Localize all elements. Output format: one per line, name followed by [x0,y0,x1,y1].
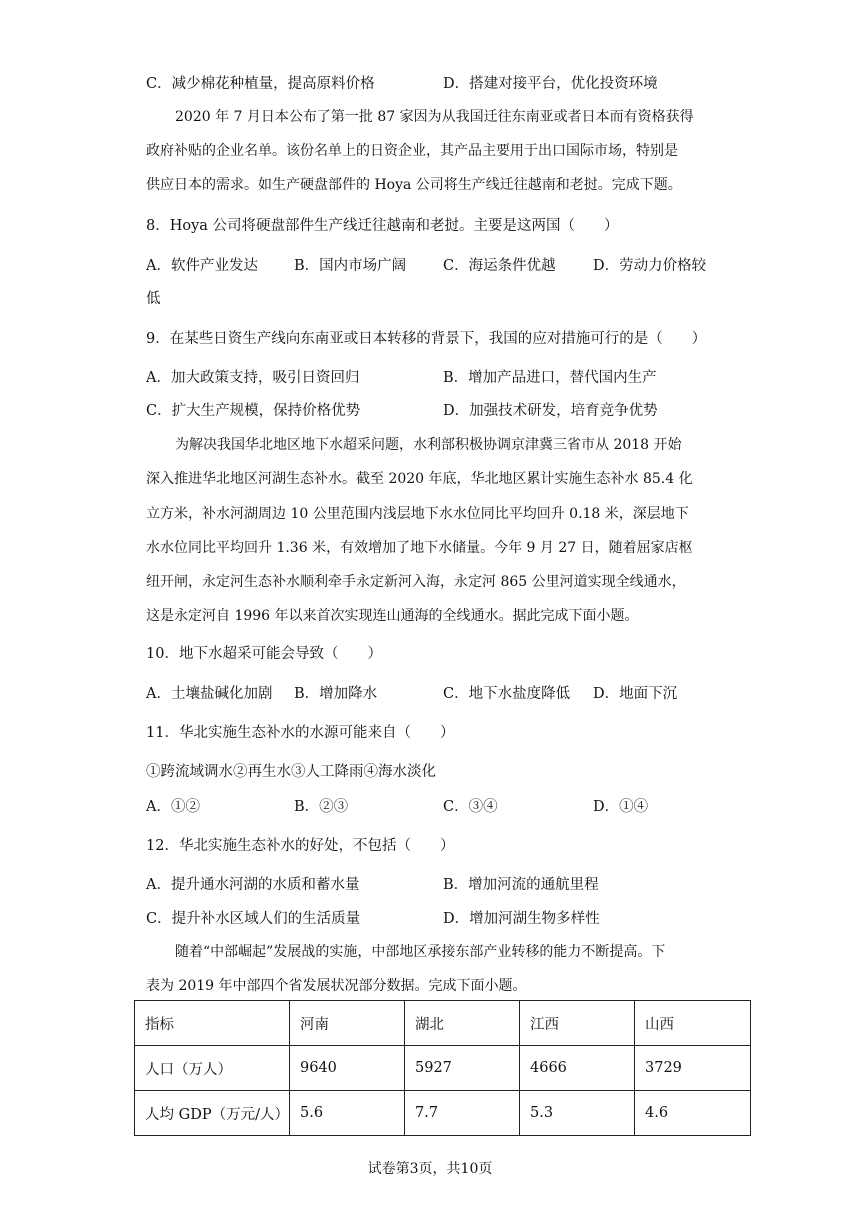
q10-option-b: B．增加降水 [294,686,378,702]
q9-stem: 9．在某些日资生产线向东南亚或日本转移的背景下，我国的应对措施可行的是（ ） [146,331,707,347]
q8-option-a: A．软件产业发达 [146,258,258,274]
q10-stem: 10．地下水超采可能会导致（ ） [146,646,382,662]
table-cell: 人口（万人） [135,1046,290,1091]
table-header-row [135,1001,751,1046]
table-cell: 3729 [635,1046,751,1091]
passage3-line-2: 表为 2019 年中部四个省发展状况部分数据。完成下面小题。 [146,978,527,994]
passage1-line-2: 政府补贴的企业名单。该份名单上的日资企业，其产品主要用于出口国际市场，特别是 [146,143,678,159]
table-cell: 7.7 [405,1091,520,1136]
q8-stem: 8．Hoya 公司将硬盘部件生产线迁往越南和老挝。主要是这两国（ ） [146,218,619,234]
passage3-line-1: 随着“中部崛起”发展战的实施，中部地区承接东部产业转移的能力不断提高。下 [175,944,666,960]
table-header-cell: 江西 [520,1001,635,1046]
table-header-cell: 河南 [290,1001,405,1046]
page-footer: 试卷第3页，共10页 [367,1161,493,1177]
q11-option-c: C．③④ [443,799,498,815]
table-row [135,1091,751,1136]
table-header-cell: 湖北 [405,1001,520,1046]
passage2-line-6: 这是永定河自 1996 年以来首次实现连山通海的全线通水。据此完成下面小题。 [146,608,639,624]
table-header-cell: 指标 [135,1001,290,1046]
table-cell: 5.3 [520,1091,635,1136]
q7-option-c: C．减少棉花种植量，提高原料价格 [146,76,375,92]
q9-option-d: D．加强技术研发，培育竞争优势 [443,403,658,419]
q10-option-a: A．土壤盐碱化加剧 [146,686,273,702]
q11-option-d: D．①④ [593,799,649,815]
passage2-line-3: 立方米，补水河湖周边 10 公里范围内浅层地下水水位同比平均回升 0.18 米，深层地下 [146,506,689,522]
q8-option-c: C．海运条件优越 [443,258,556,274]
table-cell: 5.6 [290,1091,405,1136]
q12-option-b: B．增加河流的通航里程 [443,877,599,893]
q7-option-d: D．搭建对接平台，优化投资环境 [443,76,658,92]
q11-items: ①跨流域调水②再生水③人工降雨④海水淡化 [146,764,436,780]
q9-option-c: C．扩大生产规模，保持价格优势 [146,403,361,419]
table-cell: 4666 [520,1046,635,1091]
q9-option-a: A．加大政策支持，吸引日资回归 [146,370,360,386]
table-cell: 人均 GDP（万元/人） [135,1091,290,1136]
q10-option-c: C．地下水盐度降低 [443,686,571,702]
table-cell: 9640 [290,1046,405,1091]
passage1-line-1: 2020 年 7 月日本公布了第一批 87 家因为从我国迁往东南亚或者日本而有资格获得 [175,109,694,125]
table-cell: 4.6 [635,1091,751,1136]
table-header-cell: 山西 [635,1001,751,1046]
q10-option-d: D．地面下沉 [593,686,678,702]
passage2-line-5: 纽开闸，永定河生态补水顺利牵手永定新河入海，永定河 865 公里河道实现全线通水， [146,574,686,590]
passage2-line-1: 为解决我国华北地区地下水超采问题，水利部积极协调京津冀三省市从 2018 开始 [175,437,682,453]
q12-option-c: C．提升补水区域人们的生活质量 [146,911,361,927]
q8-option-d-cont: 低 [146,291,161,307]
q12-stem: 12．华北实施生态补水的好处，不包括（ ） [146,838,455,854]
q8-option-d: D．劳动力价格较 [593,258,707,274]
q8-option-b: B．国内市场广阔 [294,258,407,274]
passage2-line-4: 水水位同比平均回升 1.36 米，有效增加了地下水储量。今年 9 月 27 日，随着屈家店枢 [146,540,693,556]
passage1-line-3: 供应日本的需求。如生产硬盘部件的 Hoya 公司将生产线迁往越南和老挝。完成下题。 [146,177,682,193]
q11-stem: 11．华北实施生态补水的水源可能来自（ ） [146,725,455,741]
q12-option-d: D．增加河湖生物多样性 [443,911,600,927]
table-row [135,1046,751,1091]
passage2-line-2: 深入推进华北地区河湖生态补水。截至 2020 年底，华北地区累计实施生态补水 85.4 化 [146,471,693,487]
q11-option-b: B．②③ [294,799,349,815]
q9-option-b: B．增加产品进口，替代国内生产 [443,370,657,386]
province-data-table [134,1000,751,1136]
q11-option-a: A．①② [146,799,200,815]
table-cell: 5927 [405,1046,520,1091]
q12-option-a: A．提升通水河湖的水质和蓄水量 [146,877,360,893]
